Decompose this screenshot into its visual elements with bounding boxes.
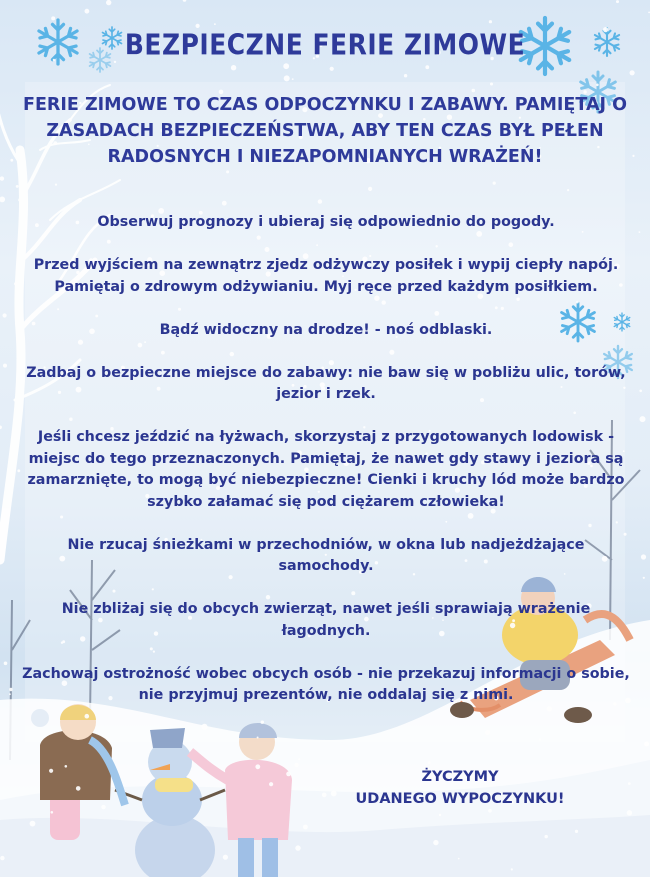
snow-dot xyxy=(368,187,372,191)
tip-item: Nie rzucaj śnieżkami w przechodniów, w okna lub nadjeżdżające samochody. xyxy=(67,536,585,574)
snow-dot xyxy=(493,182,496,185)
snow-dot xyxy=(222,201,227,206)
snow-dot xyxy=(286,772,291,777)
snow-dot xyxy=(85,9,90,14)
tip-item: Nie zbliżaj się do obcych zwierząt, nawet jeśli sprawiają wrażenie łagodnych. xyxy=(61,601,591,639)
snow-dot xyxy=(226,170,229,173)
snow-dot xyxy=(106,0,111,5)
snow-dot xyxy=(490,83,493,86)
snow-dot xyxy=(616,0,619,3)
tip-item: Bądź widoczny na drodze! - noś odblaski. xyxy=(159,321,493,338)
snow-dot xyxy=(0,197,5,203)
snow-dot xyxy=(295,845,300,850)
tip-item: Zadbaj o bezpieczne miejsce do zabawy: nie baw się w pobliżu ulic, torów, jezior i rzek. xyxy=(26,364,626,402)
tip-item: Obserwuj prognozy i ubieraj się odpowiednio do pogody. xyxy=(97,214,555,230)
snow-dot xyxy=(539,738,541,740)
snow-dot xyxy=(9,688,12,691)
snow-dot xyxy=(76,786,81,791)
snow-dot xyxy=(485,730,490,735)
tip-item: Przed wyjściem na zewnątrz zjedz odżywczy posiłek i wypij ciepły napój. Pamiętaj o zdrowym odżywianiu. Myj ręce przed każdym posiłkiem. xyxy=(33,257,619,295)
snow-dot xyxy=(183,0,187,2)
snow-dot xyxy=(640,416,646,422)
snow-dot xyxy=(231,65,236,70)
snow-dot xyxy=(643,577,645,579)
snow-dot xyxy=(223,855,228,860)
snow-dot xyxy=(51,16,55,20)
snow-dot xyxy=(433,840,438,845)
snow-dot xyxy=(16,185,19,188)
closing-wish xyxy=(330,766,590,810)
snow-dot xyxy=(3,313,7,317)
tips-list xyxy=(22,212,630,728)
snow-dot xyxy=(269,782,273,786)
snow-dot xyxy=(489,20,492,23)
snow-dot xyxy=(511,868,513,870)
snow-dot xyxy=(283,63,289,69)
snow-dot xyxy=(292,78,294,80)
snow-dot xyxy=(630,70,635,75)
snow-dot xyxy=(0,176,4,180)
page-title: BEZPIECZNE FERIE ZIMOWE xyxy=(124,27,526,62)
snow-dot xyxy=(318,199,322,203)
snow-dot xyxy=(51,811,54,814)
intro-text: FERIE ZIMOWE TO CZAS ODPOCZYNKU I ZABAWY. PAMIĘTAJ O ZASADACH BEZPIECZEŃSTWA, ABY TEN CZAS BYŁ PEŁEN RADOSNYCH I NIEZAPOMNIANYCH WRAŻEŃ! xyxy=(23,95,627,167)
snow-dot xyxy=(303,825,308,830)
snow-dot xyxy=(330,67,334,71)
snow-dot xyxy=(4,662,8,666)
snow-dot xyxy=(30,821,36,827)
snow-dot xyxy=(575,830,578,833)
snow-dot xyxy=(439,814,441,816)
snow-dot xyxy=(295,763,299,767)
snow-dot xyxy=(9,693,11,695)
snow-dot xyxy=(14,282,17,285)
snow-dot xyxy=(458,858,460,860)
snow-dot xyxy=(0,856,4,860)
snow-dot xyxy=(627,810,632,815)
snow-dot xyxy=(101,805,105,809)
snow-dot xyxy=(298,758,300,760)
snow-dot xyxy=(425,65,429,69)
snow-dot xyxy=(65,765,68,768)
snow-dot xyxy=(639,390,642,393)
snow-dot xyxy=(567,189,569,191)
snow-dot xyxy=(49,769,53,773)
snow-dot xyxy=(641,554,646,559)
snow-dot xyxy=(0,426,2,430)
snow-dot xyxy=(428,761,431,764)
snow-dot xyxy=(1,542,3,544)
snow-dot xyxy=(322,793,327,798)
snow-dot xyxy=(644,742,649,747)
snow-dot xyxy=(255,764,260,769)
snow-dot xyxy=(17,469,20,472)
tip-item: Zachowaj ostrożność wobec obcych osób - nie przekazuj informacji o sobie, nie przyjmuj prezentów, nie oddalaj się z nimi. xyxy=(22,665,630,703)
snow-dot xyxy=(284,75,290,81)
snow-dot xyxy=(545,835,548,838)
snow-dot xyxy=(55,184,57,186)
snow-dot xyxy=(628,782,631,785)
snow-dot xyxy=(404,74,407,77)
snow-dot xyxy=(639,231,641,233)
snow-dot xyxy=(214,23,216,25)
closing-line-1: ŻYCZYMY xyxy=(421,769,499,785)
snow-dot xyxy=(3,364,7,368)
snow-dot xyxy=(596,84,599,87)
closing-line-2: UDANEGO WYPOCZYNKU! xyxy=(355,791,565,807)
snow-dot xyxy=(257,737,259,739)
tip-item: Jeśli chcesz jeździć na łyżwach, skorzystaj z przygotowanych lodowisk - miejsc do tego przeznaczonych. Pamiętaj, że nawet gdy stawy i jeziora są zamarznięte, to mogą być niebezpieczne! Cienki i kruchy lód może bardzo szybko załamać się pod ciężarem człowieka! xyxy=(27,429,625,510)
